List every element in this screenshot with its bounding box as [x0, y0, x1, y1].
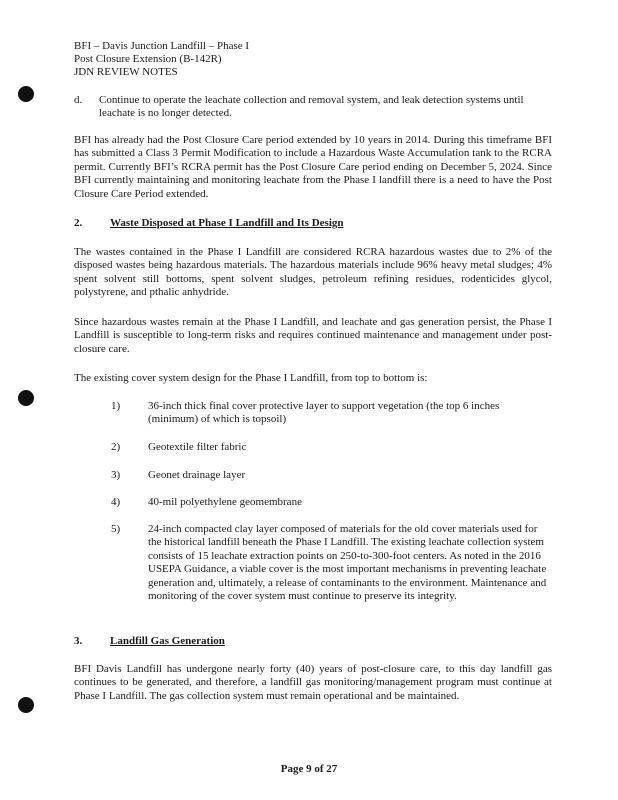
cover-layer-text: Geotextile filter fabric — [148, 441, 247, 453]
paragraph-cover-system-intro: The existing cover system design for the Phase I Landfill, from top to bottom is: — [74, 372, 428, 384]
cover-layer-item — [111, 400, 551, 427]
header-line-2: Post Closure Extension (B-142R) — [74, 53, 222, 65]
header-line-1: BFI – Davis Junction Landfill – Phase I — [74, 40, 250, 52]
page-number: Page 9 of 27 — [280, 763, 338, 775]
cover-layer-number: 2) — [111, 441, 121, 453]
section-2-title: Waste Disposed at Phase I Landfill and Its Design — [110, 217, 344, 229]
section-heading-3 — [74, 635, 225, 647]
punch-hole-middle — [18, 390, 34, 406]
paragraph-wastes-contained: The wastes contained in the Phase I Landfill are considered RCRA hazardous wastes due to 2% of the disposed wastes being hazardous materials. The hazardous materials include 96% heavy metal sludges; 4% spent solvent still bottoms, spent solvent sludges, petroleum refining residues, rodenticides glycol, polystyrene, and pthalic anhydride. — [74, 246, 552, 299]
cover-layer-number: 5) — [111, 523, 121, 535]
section-2-number: 2. — [74, 217, 83, 229]
section-3-title: Landfill Gas Generation — [110, 635, 225, 647]
list-item-d — [74, 94, 554, 121]
section-heading-2 — [74, 217, 344, 229]
cover-layer-text: 24-inch compacted clay layer composed of materials for the old cover materials used for the historical landfill beneath the Phase I Landfill. The existing leachate collection system consists of 15 leachate extraction points on 250-to-300-foot centers. As noted in the 2016 USEPA Guidance, a viable cover is the most important mechanisms in preventing leachate generation and, ultimately, a release of contaminants to the environment. Maintenance and monitoring of the cover system must continue to preserve its integrity. — [148, 523, 547, 603]
cover-layer-item — [111, 469, 551, 482]
cover-layer-number: 1) — [111, 400, 121, 412]
cover-layer-item — [111, 496, 551, 509]
cover-layer-text: 40-mil polyethylene geomembrane — [148, 496, 302, 508]
punch-hole-bottom — [18, 697, 34, 713]
list-item-d-text: Continue to operate the leachate collection and removal system, and leak detection systems until leachate is no longer detected. — [99, 94, 524, 120]
cover-layer-number: 4) — [111, 496, 121, 508]
list-item-d-label: d. — [74, 94, 83, 106]
cover-layer-text: Geonet drainage layer — [148, 469, 246, 481]
paragraph-hazardous-wastes-remain: Since hazardous wastes remain at the Phase I Landfill, and leachate and gas generation persist, the Phase I Landfill is susceptible to long-term risks and requires continued maintenance and management under post-closure care. — [74, 316, 552, 355]
cover-layer-item — [111, 523, 551, 603]
cover-layer-text: 36-inch thick final cover protective layer to support vegetation (the top 6 inches (minimum) of which is topsoil) — [148, 400, 500, 426]
cover-layer-item — [111, 441, 551, 454]
paragraph-landfill-gas: BFI Davis Landfill has undergone nearly forty (40) years of post-closure care, to this day landfill gas continues to be generated, and therefore, a landfill gas monitoring/management program must continue at Phase I Landfill. The gas collection system must remain operational and be maintained. — [74, 663, 552, 702]
paragraph-post-closure-extension: BFI has already had the Post Closure Care period extended by 10 years in 2014. During this timeframe BFI has submitted a Class 3 Permit Modification to include a Hazardous Waste Accumulation tank to the RCRA permit. Currently BFI’s RCRA permit has the Post Closure Care period ending on December 5, 2024. Since BFI currently maintaining and monitoring leachate from the Phase I landfill there is a need to have the Post Closure Care Period extended. — [74, 134, 552, 200]
header-line-3: JDN REVIEW NOTES — [74, 66, 178, 78]
section-3-number: 3. — [74, 635, 83, 647]
punch-hole-top — [18, 86, 34, 102]
cover-layer-number: 3) — [111, 469, 121, 481]
